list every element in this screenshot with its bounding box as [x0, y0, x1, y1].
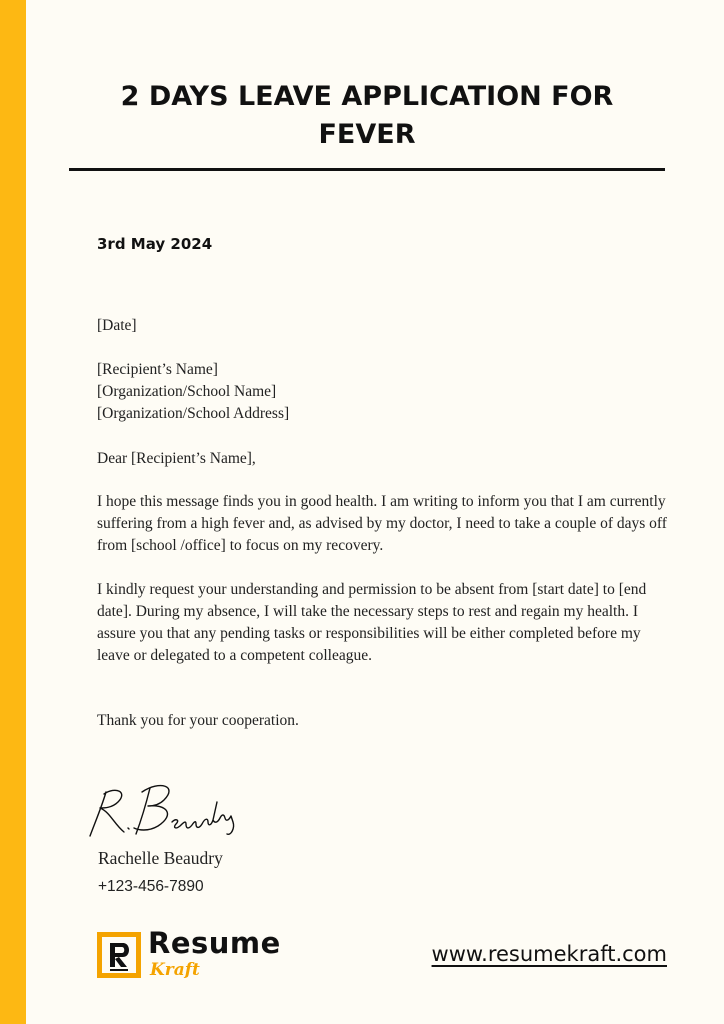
letter-date-heading: 3rd May 2024: [97, 235, 213, 253]
closing-line: Thank you for your cooperation.: [97, 712, 299, 729]
salutation: Dear [Recipient’s Name],: [97, 450, 256, 467]
title-divider: [69, 168, 665, 171]
resumekraft-logo-icon: [97, 932, 141, 978]
recipient-name: [Recipient’s Name]: [97, 361, 218, 378]
date-placeholder: [Date]: [97, 317, 137, 334]
accent-sidebar-bar: [0, 0, 26, 1024]
handwritten-signature: [84, 778, 254, 842]
page-title: [70, 78, 664, 154]
recipient-organization: [Organization/School Name]: [97, 383, 277, 400]
website-link[interactable]: www.resumekraft.com: [431, 942, 667, 966]
brand-name-kraft: Kraft: [150, 960, 200, 980]
sender-phone: +123-456-7890: [98, 878, 204, 895]
recipient-block: [97, 359, 677, 425]
recipient-address: [Organization/School Address]: [97, 405, 290, 422]
brand-name-resume: Resume: [148, 926, 281, 960]
page-title-line-2: FEVER: [318, 119, 416, 150]
sender-name: Rachelle Beaudry: [98, 848, 223, 868]
paragraph-2: I kindly request your understanding and permission to be absent from [start date] to [end date]. During my absence, I will take the necessary steps to rest and regain my health. I assure you that any pending tasks or responsibilities will be either completed before my leave or delegated to a competent colleague.: [97, 581, 647, 664]
paragraph-1: I hope this message finds you in good health. I am writing to inform you that I am currently suffering from a high fever and, as advised by my doctor, I need to take a couple of days off from [school /office] to focus on my recovery.: [97, 493, 667, 554]
page-title-line-1: 2 DAYS LEAVE APPLICATION FOR: [120, 81, 614, 112]
